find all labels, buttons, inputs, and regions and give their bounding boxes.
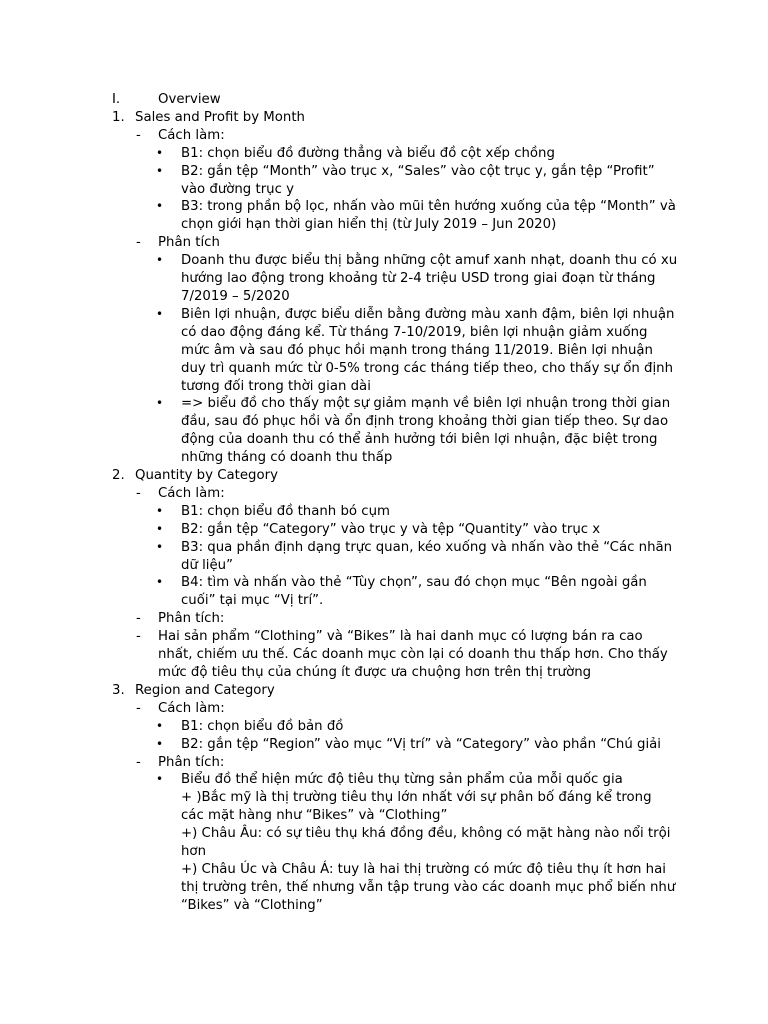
roman-marker: I. <box>112 92 121 107</box>
section-title-text: Sales and Profit by Month <box>135 109 305 125</box>
subsection-label-text: Phân tích: <box>158 754 225 770</box>
bullet-marker: • <box>156 199 164 214</box>
list-item <box>0 252 768 306</box>
dash-marker: - <box>136 629 141 645</box>
bullet-marker: • <box>156 772 164 787</box>
section-title <box>0 682 768 700</box>
dash-marker: - <box>136 611 141 627</box>
overview-heading <box>0 91 768 109</box>
subsection-label <box>0 485 768 503</box>
list-item-text: Biểu đồ thể hiện mức độ tiêu thụ từng sản phẩm của mỗi quốc gia <box>181 772 623 788</box>
section-number: 2. <box>112 468 125 484</box>
subsection-label <box>0 127 768 145</box>
bullet-marker: • <box>156 521 164 536</box>
subsection-label-text: Cách làm: <box>158 700 225 716</box>
list-item-text: B3: qua phần định dạng trực quan, kéo xuống và nhấn vào thẻ “Các nhãn dữ liệu” <box>181 539 673 573</box>
section-title <box>0 467 768 485</box>
list-item <box>0 771 768 914</box>
list-item <box>0 395 768 467</box>
section-number: 3. <box>112 682 125 698</box>
bullet-marker: • <box>156 253 164 268</box>
list-item-text: B1: chọn biểu đồ đường thẳng và biểu đồ cột xếp chồng <box>181 145 555 161</box>
list-item <box>0 539 768 575</box>
subsection-label <box>0 234 768 252</box>
dash-marker: - <box>136 485 141 501</box>
bullet-marker: • <box>156 396 164 411</box>
list-item <box>0 503 768 521</box>
list-item <box>0 718 768 736</box>
bullet-marker: • <box>156 575 164 590</box>
subsection-label-text: Phân tích <box>158 235 220 251</box>
list-item-text: B4: tìm và nhấn vào thẻ “Tùy chọn”, sau đó chọn mục “Bên ngoài gần cuối” tại mục “Vị trí”. <box>181 575 647 609</box>
list-item <box>0 521 768 539</box>
list-item-text: B2: gắn tệp “Month” vào trục x, “Sales” vào cột trục y, gắn tệp “Profit” vào đường trục y <box>181 163 655 197</box>
list-item <box>0 574 768 610</box>
list-item-text: B3: trong phần bộ lọc, nhấn vào mũi tên hướng xuống của tệp “Month” và chọn giới hạn thời gian hiển thị (từ July 2019 – Jun 2020) <box>181 199 676 233</box>
list-item <box>0 198 768 234</box>
subsection-label-text: Phân tích: <box>158 611 225 627</box>
list-item <box>0 145 768 163</box>
list-item-text: Doanh thu được biểu thị bằng những cột amuf xanh nhạt, doanh thu có xu hướng lao động trong khoảng từ 2-4 triệu USD trong giai đoạn từ tháng 7/2019 – 5/2020 <box>181 253 678 304</box>
list-item <box>0 163 768 199</box>
bullet-marker: • <box>156 718 164 733</box>
analysis-line: +) Châu Úc và Châu Á: tuy là hai thị trường có mức độ tiêu thụ ít hơn hai thị trường trên, thế nhưng vẫn tập trung vào các doanh mục phổ biến như “Bikes” và “Clothing” <box>181 861 676 913</box>
list-item-text: B1: chọn biểu đồ thanh bó cụm <box>181 503 390 519</box>
dash-marker: - <box>136 700 141 716</box>
list-item <box>0 736 768 754</box>
list-item-text: Biên lợi nhuận, được biểu diễn bằng đường màu xanh đậm, biên lợi nhuận có dao động đáng kể. Từ tháng 7-10/2019, biên lợi nhuận giảm xuống mức âm và sau đó phục hồi mạnh trong tháng 11/2019. Biên lợi nhuận duy trì quanh mức từ 0-5% trong các tháng tiếp theo, cho thấy sự ổn định tương đối trong thời gian dài <box>181 306 675 394</box>
section-title <box>0 109 768 127</box>
list-item-text: B1: chọn biểu đồ bản đồ <box>181 718 344 734</box>
bullet-marker: • <box>156 163 164 178</box>
section-title-text: Quantity by Category <box>135 468 278 484</box>
bullet-marker: • <box>156 306 164 321</box>
bullet-marker: • <box>156 539 164 554</box>
list-item-text: B2: gắn tệp “Category” vào trục y và tệp “Quantity” vào trục x <box>181 521 601 537</box>
list-item <box>0 306 768 396</box>
section-title-text: Region and Category <box>135 682 275 698</box>
list-item-text: => biểu đồ cho thấy một sự giảm mạnh về biên lợi nhuận trong thời gian đầu, sau đó phục hồi và ổn định trong khoảng thời gian tiếp theo. Sự dao động của doanh thu có thể ảnh hưởng tới biên lợi nhuận, đặc biệt trong những tháng có doanh thu thấp <box>181 396 671 466</box>
analysis-paragraph-text: Hai sản phẩm “Clothing” và “Bikes” là hai danh mục có lượng bán ra cao nhất, chiếm ưu thế. Các doanh mục còn lại có doanh thu thấp hơn. Cho thấy mức độ tiêu thụ của chúng ít được ưa chuộng hơn trên thị trường <box>158 629 668 680</box>
bullet-marker: • <box>156 736 164 751</box>
analysis-line: + )Bắc mỹ là thị trường tiêu thụ lớn nhất với sự phân bố đáng kể trong các mặt hàng như “Bikes” và “Clothing” <box>181 790 652 824</box>
section-number: 1. <box>112 109 125 125</box>
heading-text: Overview <box>158 92 221 107</box>
analysis-paragraph <box>0 628 768 682</box>
list-item-text: B2: gắn tệp “Region” vào mục “Vị trí” và “Category” vào phần “Chú giải <box>181 736 661 752</box>
bullet-marker: • <box>156 503 164 518</box>
dash-marker: - <box>136 235 141 251</box>
dash-marker: - <box>136 754 141 770</box>
subsection-label-text: Cách làm: <box>158 485 225 501</box>
subsection-label-text: Cách làm: <box>158 127 225 143</box>
subsection-label <box>0 754 768 772</box>
bullet-marker: • <box>156 145 164 160</box>
analysis-line: +) Châu Âu: có sự tiêu thụ khá đồng đều, không có mặt hàng nào nổi trội hơn <box>181 826 671 860</box>
subsection-label <box>0 700 768 718</box>
dash-marker: - <box>136 127 141 143</box>
subsection-label <box>0 610 768 628</box>
